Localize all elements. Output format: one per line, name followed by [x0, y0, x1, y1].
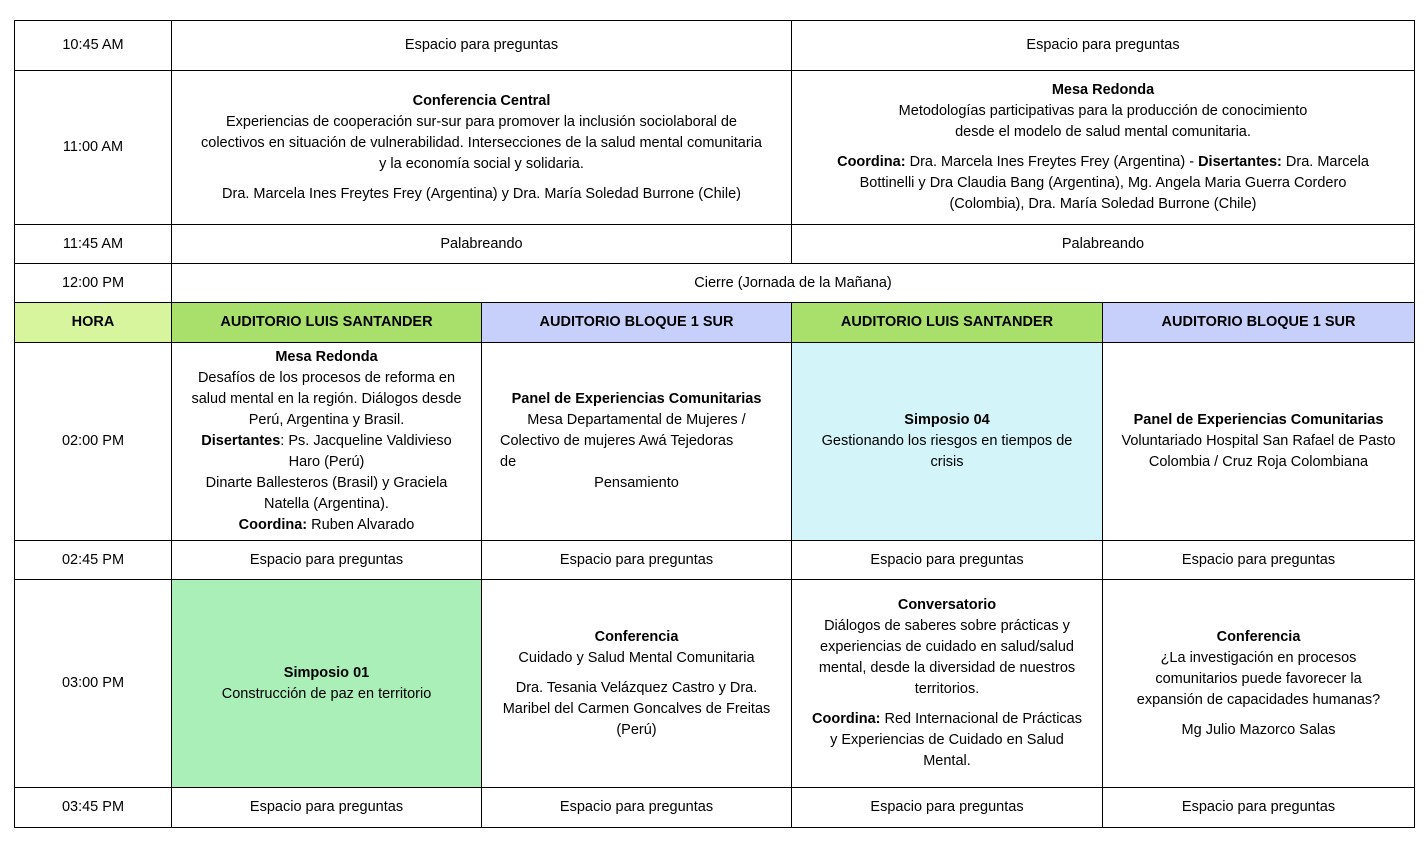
- session-participants: [832, 152, 1374, 215]
- session-cell: [1103, 343, 1415, 541]
- session-description: Metodologías participativas para la producción de conocimiento: [898, 103, 1308, 119]
- time-cell: 02:45 PM: [15, 541, 172, 580]
- disertantes-value: : Ps. Jacqueline Valdivieso Haro (Perú): [280, 433, 452, 470]
- coordina-label: Coordina:: [837, 154, 906, 170]
- session-title: Conversatorio: [897, 597, 997, 613]
- session-description: Experiencias de cooperación sur-sur para promover la inclusión sociolaboral de colectivos en situación de vulnerabilidad. Intersecciones de la salud mental comunitaria y la economía social y solidaria.: [201, 113, 762, 172]
- session-cell: [792, 343, 1103, 541]
- session-cell: Cierre (Jornada de la Mañana): [172, 264, 1415, 303]
- row-0345: [15, 788, 1415, 828]
- disertantes-label: Disertantes: [201, 433, 281, 449]
- session-title: Conferencia: [1216, 628, 1301, 645]
- row-0245: [15, 541, 1415, 580]
- session-cell: [1103, 580, 1415, 788]
- session-description: Construcción de paz en territorio: [221, 685, 432, 702]
- time-cell: 02:00 PM: [15, 343, 172, 541]
- row-0200: [15, 343, 1415, 541]
- session-line: Colectivo de mujeres Awá Tejedoras: [500, 433, 734, 449]
- session-description: Gestionando los riesgos en tiempos de crisis: [821, 433, 1073, 470]
- session-line: Mesa Departamental de Mujeres /: [527, 412, 746, 428]
- session-coordina: [808, 709, 1086, 751]
- session-cell: Espacio para preguntas: [792, 21, 1415, 71]
- session-cell: Espacio para preguntas: [482, 541, 792, 580]
- session-title: Conferencia: [594, 628, 679, 645]
- session-speakers: Dra. Tesania Velázquez Castro y Dra. Maribel del Carmen Goncalves de Freitas (Perú): [502, 679, 771, 738]
- session-cell: Espacio para preguntas: [1103, 788, 1415, 828]
- session-speakers: Mg Julio Mazorco Salas: [1181, 721, 1336, 738]
- time-cell: 11:45 AM: [15, 225, 172, 264]
- disertantes-label: Disertantes:: [1198, 154, 1282, 170]
- session-cell: [172, 71, 792, 225]
- schedule-table: [14, 20, 1415, 828]
- session-coordina: [188, 515, 465, 536]
- coordina-value: Ruben Alvarado: [307, 517, 415, 533]
- session-cell: Espacio para preguntas: [792, 541, 1103, 580]
- disertantes-value: Dra. Marcela Bottinelli y Dra Claudia Bang (Argentina), Mg. Angela Maria Guerra Cordero (Colombia), Dra. María Soledad Burrone (Chile): [859, 154, 1369, 212]
- row-1100: [15, 71, 1415, 225]
- session-speakers: Dra. Marcela Ines Freytes Frey (Argentina) y Dra. María Soledad Burrone (Chile): [222, 185, 741, 202]
- session-cell: [172, 580, 482, 788]
- row-1045: [15, 21, 1415, 71]
- session-description: Diálogos de saberes sobre prácticas y experiencias de cuidado en salud/salud mental, desde la diversidad de nuestros territorios.: [818, 618, 1076, 697]
- session-line: Pensamiento: [594, 475, 679, 491]
- coordina-label: Coordina:: [238, 517, 308, 533]
- session-cell: Espacio para preguntas: [172, 21, 792, 71]
- time-cell: 11:00 AM: [15, 71, 172, 225]
- session-disertantes-more: Dinarte Ballesteros (Brasil) y Graciela Natella (Argentina).: [205, 475, 448, 512]
- time-cell: 10:45 AM: [15, 21, 172, 71]
- time-cell: 03:00 PM: [15, 580, 172, 788]
- header-row: [15, 303, 1415, 343]
- session-title: Simposio 04: [904, 412, 990, 428]
- session-cell: [792, 71, 1415, 225]
- session-description: Cuidado y Salud Mental Comunitaria: [518, 649, 755, 666]
- session-cell: Palabreando: [792, 225, 1415, 264]
- session-cell: Espacio para preguntas: [792, 788, 1103, 828]
- row-0300: [15, 580, 1415, 788]
- session-cell: Espacio para preguntas: [1103, 541, 1415, 580]
- session-cell: Espacio para preguntas: [482, 788, 792, 828]
- coordina-value: Dra. Marcela Ines Freytes Frey (Argentina) -: [905, 154, 1199, 170]
- session-title: Simposio 01: [283, 664, 370, 681]
- header-auditorio-luis-santander: AUDITORIO LUIS SANTANDER: [792, 303, 1103, 343]
- session-cell: Palabreando: [172, 225, 792, 264]
- time-cell: 03:45 PM: [15, 788, 172, 828]
- session-line: de: [500, 454, 517, 470]
- session-description: ¿La investigación en procesos comunitarios puede favorecer la expansión de capacidades humanas?: [1136, 649, 1381, 708]
- header-auditorio-luis-santander: AUDITORIO LUIS SANTANDER: [172, 303, 482, 343]
- session-description: desde el modelo de salud mental comunitaria.: [955, 124, 1251, 140]
- row-1200: [15, 264, 1415, 303]
- session-title: Panel de Experiencias Comunitarias: [1133, 412, 1384, 428]
- coordina-value: Red Internacional de Prácticas y Experiencias de Cuidado en Salud: [830, 711, 1082, 748]
- session-description: Voluntariado Hospital San Rafael de Pasto Colombia / Cruz Roja Colombiana: [1121, 433, 1396, 470]
- session-title: Mesa Redonda: [1051, 82, 1155, 98]
- session-description: Desafíos de los procesos de reforma en salud mental en la región. Diálogos desde Perú, Argentina y Brasil.: [191, 370, 462, 428]
- session-cell: Espacio para preguntas: [172, 541, 482, 580]
- session-cell: [172, 343, 482, 541]
- session-title: Mesa Redonda: [275, 349, 378, 365]
- session-cell: [482, 580, 792, 788]
- session-title: Conferencia Central: [412, 92, 551, 109]
- session-disertantes: [188, 431, 465, 473]
- session-title: Panel de Experiencias Comunitarias: [511, 391, 762, 407]
- coordina-label: Coordina:: [812, 711, 881, 727]
- session-cell: [792, 580, 1103, 788]
- time-cell: 12:00 PM: [15, 264, 172, 303]
- session-cell: [482, 343, 792, 541]
- header-hora: HORA: [15, 303, 172, 343]
- header-auditorio-bloque-1-sur: AUDITORIO BLOQUE 1 SUR: [482, 303, 792, 343]
- header-auditorio-bloque-1-sur: AUDITORIO BLOQUE 1 SUR: [1103, 303, 1415, 343]
- row-1145: [15, 225, 1415, 264]
- session-coordina-more: Mental.: [923, 753, 971, 769]
- session-cell: Espacio para preguntas: [172, 788, 482, 828]
